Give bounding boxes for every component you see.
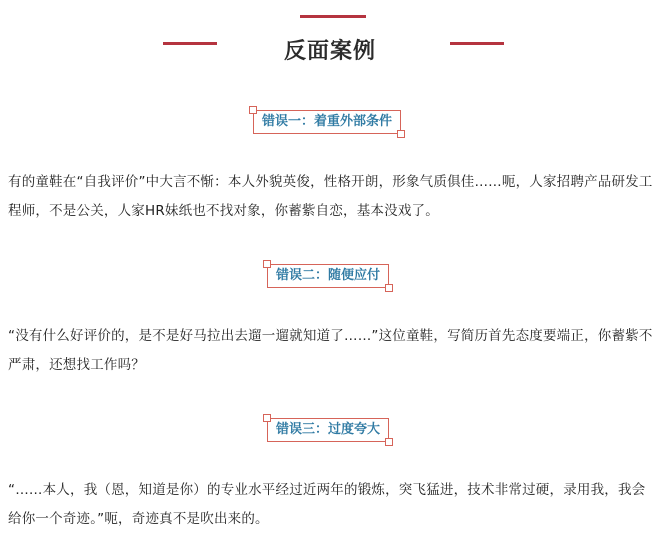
tag-corner-bottom-right bbox=[397, 130, 405, 138]
tag-corner-top-left bbox=[263, 414, 271, 422]
section-tag-3 bbox=[267, 418, 389, 442]
tag-corner-bottom-right bbox=[385, 438, 393, 446]
page-title: 反面案例 bbox=[283, 39, 376, 64]
section-paragraph-1: 有的童鞋在“自我评价”中大言不惭：本人外貌英俊，性格开朗，形象气质俱佳……呃，人家招聘产品研发工程师，不是公关，人家HR妹纸也不找对象，你蓄紫自恋，基本没戏了。 bbox=[8, 174, 653, 219]
section-tag-2 bbox=[267, 264, 389, 288]
section-tag-label: 错误二：随便应付 bbox=[276, 268, 381, 283]
section-tag-label: 错误三：过度夸大 bbox=[276, 422, 381, 437]
tag-corner-bottom-right bbox=[385, 284, 393, 292]
section-paragraph-2: “没有什么好评价的，是不是好马拉出去遛一遛就知道了……”这位童鞋，写简历首先态度要端正，你蓄紫不严肃，还想找工作吗？ bbox=[8, 328, 653, 373]
section-tag-label: 错误一：着重外部条件 bbox=[262, 114, 393, 129]
section-paragraph-3: “……本人，我（恩，知道是你）的专业水平经过近两年的锻炼，突飞猛进，技术非常过硬，录用我，我会给你一个奇迹。”呃，奇迹真不是吹出来的。 bbox=[8, 482, 646, 527]
section-tag-1 bbox=[253, 110, 401, 134]
tag-corner-top-left bbox=[249, 106, 257, 114]
title-right-rule bbox=[450, 42, 504, 45]
tag-corner-top-left bbox=[263, 260, 271, 268]
top-decor-rule bbox=[300, 15, 366, 18]
